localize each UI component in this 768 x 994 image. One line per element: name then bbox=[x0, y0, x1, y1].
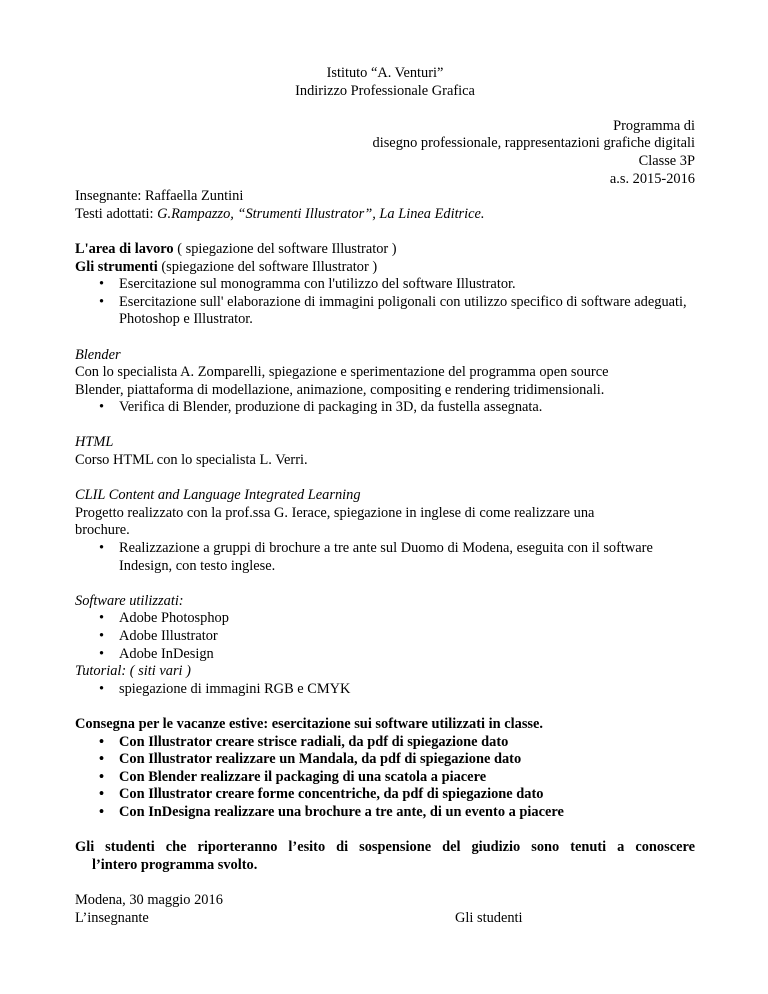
list-item: • Adobe Photosphop bbox=[75, 610, 695, 628]
program-class: Classe 3P bbox=[638, 152, 695, 169]
texts-label: Testi adottati: bbox=[75, 205, 158, 222]
software-list bbox=[75, 610, 695, 663]
html-title: HTML bbox=[75, 434, 114, 451]
program-line-1: Programma di bbox=[613, 117, 695, 134]
blender-list bbox=[75, 399, 695, 417]
list-item: • Esercitazione sull' elaborazione di immagini poligonali con utilizzo specifico di software adeguati, Photoshop e Illustrator. bbox=[75, 294, 695, 329]
notice-line-2: l’intero programma svolto. bbox=[92, 856, 258, 873]
blender-title: Blender bbox=[75, 346, 121, 363]
school-name: Istituto “A. Venturi” bbox=[326, 65, 444, 81]
list-item: • Con Illustrator creare forme concentriche, da pdf di spiegazione dato bbox=[75, 786, 695, 804]
tools-desc: (spiegazione del software Illustrator ) bbox=[157, 258, 378, 275]
list-item: • Con Blender realizzare il packaging di una scatola a piacere bbox=[75, 769, 695, 787]
summer-list bbox=[75, 734, 695, 822]
html-line-1: Corso HTML con lo specialista L. Verri. bbox=[75, 452, 308, 469]
software-title: Software utilizzati: bbox=[75, 592, 184, 609]
tutorial-list bbox=[75, 681, 695, 699]
clil-title: CLIL Content and Language Integrated Learning bbox=[75, 487, 361, 504]
texts-line bbox=[75, 206, 695, 224]
students-signature-label: Gli studenti bbox=[455, 909, 523, 926]
list-item: • Esercitazione sul monogramma con l'utilizzo del software Illustrator. bbox=[75, 276, 695, 294]
clil-line-1: Progetto realizzato con la prof.ssa G. Ierace, spiegazione in inglese di come realizzare una bbox=[75, 504, 595, 521]
clil-line-2: brochure. bbox=[75, 522, 130, 539]
signature-row bbox=[75, 910, 695, 928]
workarea-desc: ( spiegazione del software Illustrator ) bbox=[173, 240, 397, 257]
program-year: a.s. 2015-2016 bbox=[609, 170, 695, 187]
list-item: • spiegazione di immagini RGB e CMYK bbox=[75, 681, 695, 699]
notice-line-1: Gli studenti che riporteranno l’esito di sospensione del giudizio sono tenuti a conoscere bbox=[75, 839, 695, 856]
tools-line bbox=[75, 259, 695, 277]
teacher-label: Insegnante: bbox=[75, 188, 145, 205]
clil-list bbox=[75, 540, 695, 575]
workarea-title: L'area di lavoro bbox=[75, 240, 174, 257]
list-item: • Verifica di Blender, produzione di packaging in 3D, da fustella assegnata. bbox=[75, 399, 695, 417]
teacher-line bbox=[75, 188, 695, 206]
teacher-name: Raffaella Zuntini bbox=[144, 188, 244, 205]
school-branch: Indirizzo Professionale Grafica bbox=[295, 82, 475, 99]
list-item: • Realizzazione a gruppi di brochure a tre ante sul Duomo di Modena, eseguita con il software Indesign, con testo inglese. bbox=[75, 540, 695, 575]
tutorial-title: Tutorial: ( siti vari ) bbox=[75, 663, 191, 680]
list-item: • Con Illustrator creare strisce radiali, da pdf di spiegazione dato bbox=[75, 734, 695, 752]
list-item: • Adobe Illustrator bbox=[75, 628, 695, 646]
place-date: Modena, 30 maggio 2016 bbox=[75, 891, 223, 908]
blender-line-2: Blender, piattaforma di modellazione, animazione, compositing e rendering tridimensionali. bbox=[75, 381, 605, 398]
document-page bbox=[75, 65, 695, 927]
blender-line-1: Con lo specialista A. Zomparelli, spiegazione e sperimentazione del programma open source bbox=[75, 364, 609, 381]
workarea-line bbox=[75, 241, 695, 259]
tools-title: Gli strumenti bbox=[75, 258, 158, 275]
program-line-2: disegno professionale, rappresentazioni grafiche digitali bbox=[372, 135, 695, 152]
list-item: • Con Illustrator realizzare un Mandala, da pdf di spiegazione dato bbox=[75, 751, 695, 769]
texts-value: G.Rampazzo, “Strumenti Illustrator”, La Linea Editrice. bbox=[157, 205, 485, 222]
teacher-signature-label: L’insegnante bbox=[75, 909, 149, 926]
summer-title: Consegna per le vacanze estive: esercitazione sui software utilizzati in classe. bbox=[75, 715, 544, 732]
list-item: • Con InDesigna realizzare una brochure a tre ante, di un evento a piacere bbox=[75, 804, 695, 822]
list-item: • Adobe InDesign bbox=[75, 646, 695, 664]
illustrator-list bbox=[75, 276, 695, 329]
